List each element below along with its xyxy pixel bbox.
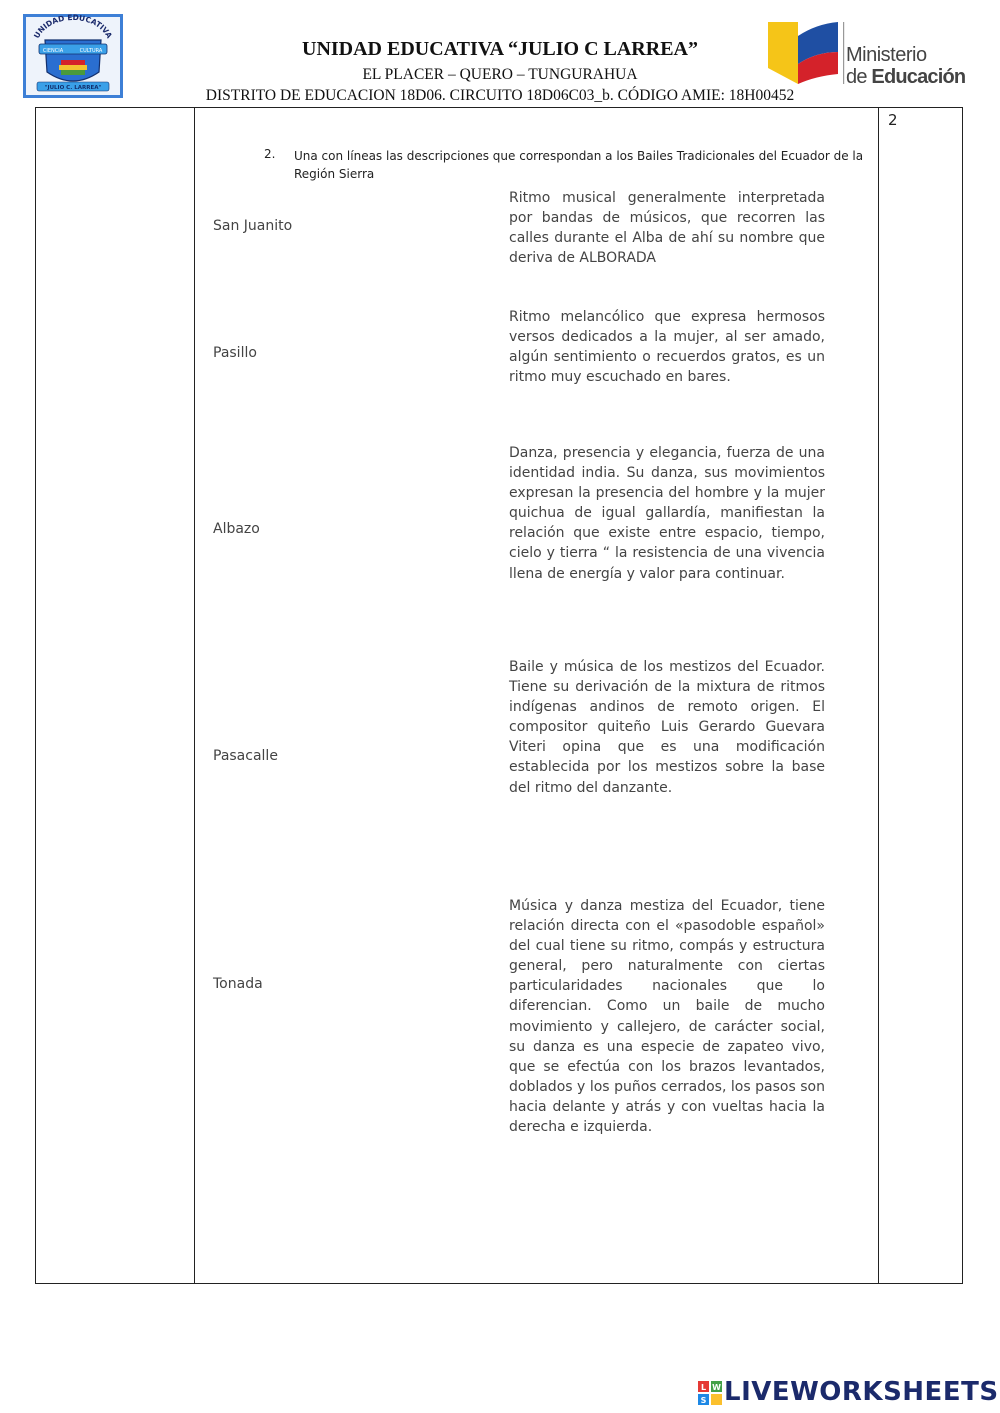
school-location: EL PLACER – QUERO – TUNGURAHUA bbox=[362, 66, 638, 83]
district-info: DISTRITO DE EDUCACION 18D06. CIRCUITO 18D06C03_b. CÓDIGO AMIE: 18H00452 bbox=[205, 87, 795, 104]
question-text: Una con líneas las descripciones que correspondan a los Bailes Tradicionales del Ecuador de la Región Sierra bbox=[294, 149, 864, 181]
column-divider-left bbox=[194, 107, 195, 1284]
svg-text:L: L bbox=[700, 1383, 707, 1392]
svg-text:UNIDAD EDUCATIVA: UNIDAD EDUCATIVA bbox=[32, 14, 114, 40]
liveworksheets-icon bbox=[698, 1381, 722, 1405]
description-3[interactable]: Danza, presencia y elegancia, fuerza de una identidad india. Su danza, sus movimientos expresan la presencia del hombre y la mujer quichua de igual gallardía, manifiestan la relación que existe entre espacio, tiempo, cielo y tierra “ la resistencia de una vivencia llena de energía y valor para continuar. bbox=[509, 445, 825, 582]
description-2[interactable]: Ritmo melancólico que expresa hermosos versos dedicados a la mujer, al ser amado, algún sentimiento o recuerdos gratos, es un ritmo muy escuchado en bares. bbox=[509, 309, 825, 386]
column-divider-right bbox=[878, 107, 879, 1284]
liveworksheets-brand: LIVEWORKSHEETS bbox=[724, 1377, 999, 1407]
svg-text:W: W bbox=[712, 1383, 721, 1392]
dance-san-juanito[interactable]: San Juanito bbox=[213, 218, 293, 234]
ministry-name-line1: Ministerio bbox=[846, 44, 927, 66]
description-4[interactable]: Baile y música de los mestizos del Ecuador. Tiene su derivación de la mixtura de ritmos indígenas andinos de remoto origen. El compositor quiteño Luis Gerardo Guevara Viteri opina que es una modificación establecida por los mestizos sobre la base del ritmo del danzante. bbox=[509, 659, 825, 796]
page-number: 2 bbox=[888, 111, 898, 129]
svg-text:S: S bbox=[700, 1396, 707, 1405]
question-number: 2. bbox=[264, 147, 276, 161]
dance-tonada[interactable]: Tonada bbox=[213, 976, 263, 992]
svg-text:CIENCIA: CIENCIA bbox=[42, 48, 64, 54]
svg-text:"JULIO C. LARREA": "JULIO C. LARREA" bbox=[44, 85, 102, 91]
dance-albazo[interactable]: Albazo bbox=[213, 521, 260, 537]
description-5[interactable]: Música y danza mestiza del Ecuador, tiene relación directa con el «pasodoble español» del cual tiene su ritmo, compás y estructura general, pero naturalmente con ciertas particularidades nacionales que lo diferencian. Como un baile de mucho movimiento y callejero, de carácter social, su danza es una especie de zapateo vivo, que se efectúa con los brazos levantados, doblados y los puños cerrados, los pasos son hacia delante y atrás y con vueltas hacia la derecha e izquierda. bbox=[509, 898, 825, 1136]
ministry-name-line2: de Educación bbox=[846, 66, 966, 88]
dance-pasillo[interactable]: Pasillo bbox=[213, 345, 257, 361]
svg-text:CULTURA: CULTURA bbox=[79, 48, 103, 54]
dance-pasacalle[interactable]: Pasacalle bbox=[213, 748, 278, 764]
school-logo bbox=[23, 14, 123, 98]
school-name: UNIDAD EDUCATIVA “JULIO C LARREA” bbox=[302, 38, 698, 60]
description-1[interactable]: Ritmo musical generalmente interpretada por bandas de músicos, que recorren las calles durante el Alba de ahí su nombre que deriva de ALBORADA bbox=[509, 190, 825, 267]
